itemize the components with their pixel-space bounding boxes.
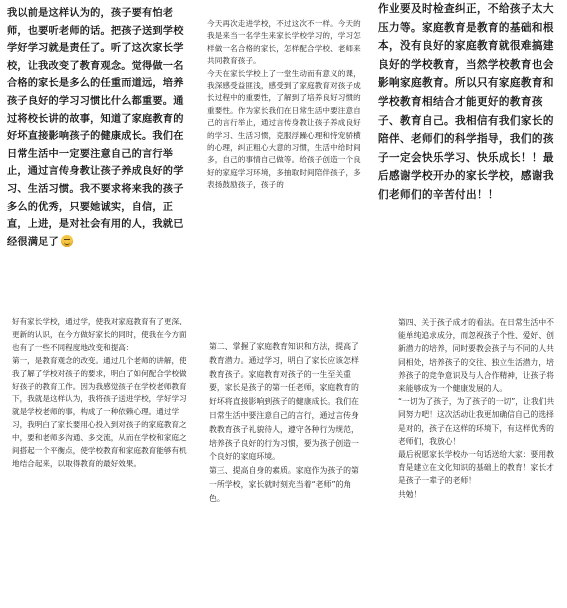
- note-text-4: 好有家长学校，通过学，使我对家庭教育有了更深、更新的认识，在今方做好家长的同时，使我在今方面也有了一些不同程度地改变和提高： 第一，是教育观念的改变。通过几个老师的讲解，使我了解了学校对孩子的要求，明白了如何配合学校做好孩子的教育工作。因为我感觉孩子在学校老师教育下，我就是这样认为，我将孩子送进学校，学好学习就是学校老师的事，构成了一种依赖心理。通过学习，我明白了家长要用心投入到对孩子的家庭教育之中，要和老师多沟通、多交流，从而在学校和家庭之间搭起一个平衡点，使学校教育和家庭教育能够有机地结合起来，以取得教育的最好效果。: [12, 317, 187, 468]
- note-card-3: [372, 0, 567, 240]
- note-card-1: [0, 0, 190, 292]
- note-card-5: [205, 336, 365, 576]
- note-text-6: 第四、关于孩子成才的看法。在日常生活中不能单纯追求成分，而忽视孩子个性、爱好、创新潜力的培养，同时要教会孩子与不同的人共同相处，培养孩子的交往、独立生活潜力，培养孩子的竞争意识及与人合作精神，让孩子将来能够成为一个健康发展的人。 “一切为了孩子，为了孩子的一切”，让我们共同努力吧！这次活动让我更加确信自己的选择是对的，孩子在这样的环境下，有这样优秀的老师们，我放心！ 最后祝愿家长学校办一句话送给大家：要用教育是建立在文化知识的基础上的教育！家长才是孩子一辈子的老师！ 共勉！: [398, 318, 555, 499]
- note-text-5: 第二、掌握了家庭教育知识和方法，提高了教育潜力。通过学习，明白了家长应该怎样教育孩子。家庭教育对孩子的一生至关重要，家长是孩子的第一任老师，家庭教育的好坏将直接影响到孩子的健康成长。我们在日常生活中要注意自己的言行，通过言传身教教育孩子礼貌待人，遵守各种行为规范，培养孩子良好的行为习惯，要为孩子创造一个良好的家庭环境。 第三、提高自身的素质。家庭作为孩子的第一所学校，家长就时刻充当着“老师”的角色。: [209, 342, 359, 503]
- smiling-face-icon: [61, 235, 73, 247]
- note-card-6: [392, 312, 562, 602]
- note-text-3: 作业要及时检查纠正，不给孩子太大压力等。家庭教育是教育的基础和根本，没有良好的家庭教育就很难搞建良好的学校教育，当然学校教育也会影响家庭教育。所以只有家庭教育和学校教育相结合才能更好的教育孩子、教育自己。我相信有我们家长的陪伴、老师们的科学指导，我们的孩子一定会快乐学习、快乐成长！！最后感谢学校开办的家长学校，感谢我们老师们的辛苦付出！！: [378, 3, 554, 201]
- note-text-2: 今天再次走进学校，不过这次不一样。今天的我是来当一名学生来家长学校学习的，学习怎样做一名合格的家长，怎样配合学校、老师来共同教育孩子。 今天在家长学校上了一堂生动而有意义的课，我深感受益匪浅，感受到了家庭教育对孩子成长过程中的重要性，了解到了培养良好习惯的重要性。作为家长我们在日常生活中要注意自己的言行举止，通过言传身教让孩子养成良好的学习、生活习惯，克服浮躁心理和恃宠骄横的心理，纠正粗心大意的习惯，生活中给时间多，自己的事情自己做等。给孩子创造一个良好的家庭学习环境，多抽取时间陪伴孩子，多表扬鼓励孩子，孩子的: [207, 19, 361, 190]
- note-text-1: 我以前是这样认为的，孩子要有怕老师，也要听老师的话。把孩子送到学校学好学习就是责任了。听了这次家长学校，让我改变了教育观念。觉得做一名合格的家长是多么的任重而道远，培养孩子良好的学习习惯比什么都重要。通过将校长讲的故事，知道了家庭教育的好坏直接影响孩子的健康成长。我们在日常生活中一定要注意自己的言行举止，通过言传身教让孩子养成良好的学习、生活习惯。我不要求将来我的孩子多么的优秀，只要她诚实，自信，正直，上进，是对社会有用的人，我就已经很满足了: [7, 8, 184, 248]
- note-card-4: [8, 312, 194, 608]
- note-card-2: [200, 14, 365, 309]
